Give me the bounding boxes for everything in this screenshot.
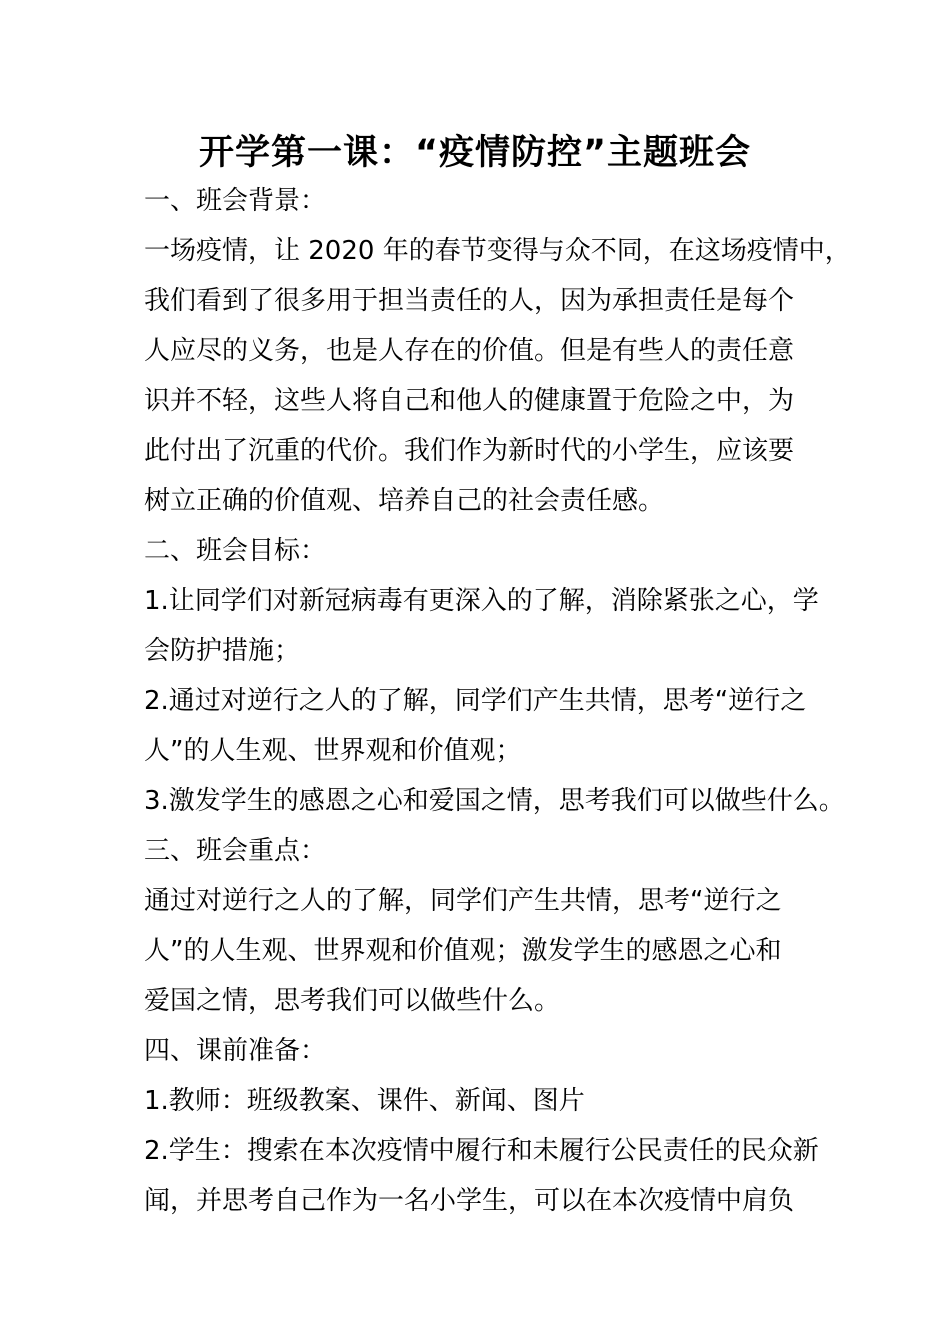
paragraph-line: 我们看到了很多用于担当责任的人，因为承担责任是每个 (144, 286, 795, 316)
paragraph-line: 识并不轻，这些人将自己和他人的健康置于危险之中，为 (144, 386, 795, 416)
list-item-line: 1.让同学们对新冠病毒有更深入的了解，消除紧张之心，学 (144, 586, 819, 616)
list-item-line: 3.激发学生的感恩之心和爱国之情，思考我们可以做些什么。 (144, 786, 845, 816)
section-heading-background: 一、班会背景： (144, 186, 327, 216)
list-item-line: 1.教师：班级教案、课件、新闻、图片 (144, 1086, 585, 1116)
section-heading-preparation: 四、课前准备： (144, 1036, 327, 1066)
paragraph-line: 树立正确的价值观、培养自己的社会责任感。 (144, 486, 665, 516)
list-item-line: 会防护措施； (144, 636, 301, 666)
list-item-line: 闻，并思考自己作为一名小学生，可以在本次疫情中肩负 (144, 1186, 795, 1216)
list-item-line: 2.通过对逆行之人的了解，同学们产生共情，思考“逆行之 (144, 686, 807, 716)
section-heading-goals: 二、班会目标： (144, 536, 327, 566)
paragraph-line: 人”的人生观、世界观和价值观；激发学生的感恩之心和 (144, 936, 782, 966)
paragraph-line: 爱国之情，思考我们可以做些什么。 (144, 986, 561, 1016)
list-item-line: 2.学生：搜索在本次疫情中履行和未履行公民责任的民众新 (144, 1136, 819, 1166)
paragraph-line: 此付出了沉重的代价。我们作为新时代的小学生，应该要 (144, 436, 795, 466)
section-heading-key-points: 三、班会重点： (144, 836, 327, 866)
paragraph-line: 人应尽的义务，也是人存在的价值。但是有些人的责任意 (144, 336, 795, 366)
paragraph-line: 一场疫情，让 2020 年的春节变得与众不同，在这场疫情中， (144, 236, 851, 266)
list-item-line: 人”的人生观、世界观和价值观； (144, 736, 522, 766)
paragraph-line: 通过对逆行之人的了解，同学们产生共情，思考“逆行之 (144, 886, 782, 916)
document-title: 开学第一课：“疫情防控”主题班会 (198, 133, 751, 173)
